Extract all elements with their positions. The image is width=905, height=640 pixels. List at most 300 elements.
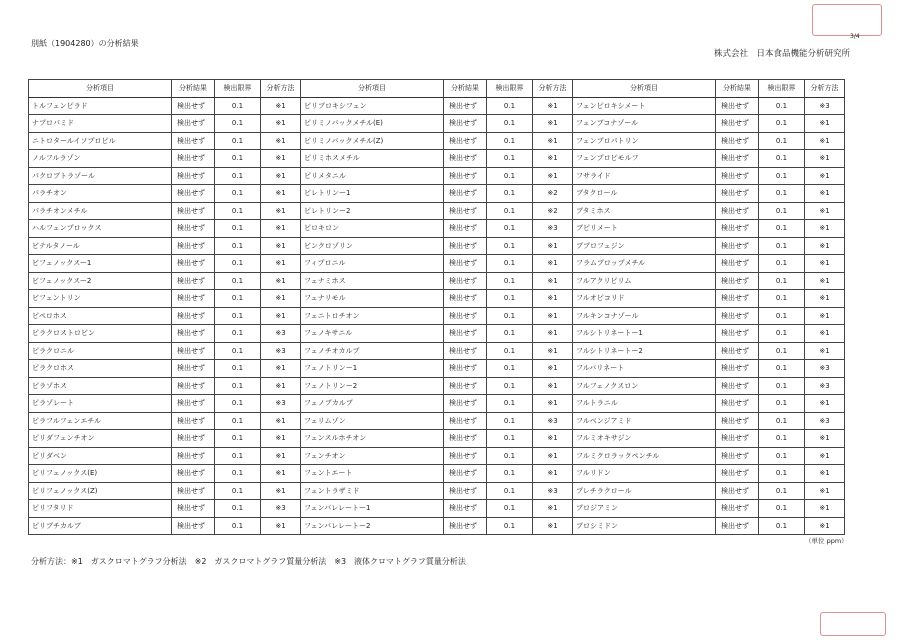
analyte-name: ビテルタノール bbox=[29, 237, 172, 255]
result-cell: 検出せず bbox=[172, 500, 215, 518]
method-cell: ※3 bbox=[805, 412, 845, 430]
analyte-name: ビンクロゾリン bbox=[301, 237, 444, 255]
method-cell: ※1 bbox=[805, 132, 845, 150]
detection-limit-cell: 0.1 bbox=[759, 272, 805, 290]
result-cell: 検出せず bbox=[716, 97, 759, 115]
result-cell: 検出せず bbox=[716, 150, 759, 168]
method-cell: ※1 bbox=[533, 325, 573, 343]
table-row bbox=[29, 150, 845, 168]
method-cell: ※1 bbox=[533, 500, 573, 518]
result-cell: 検出せず bbox=[716, 272, 759, 290]
page-number: 3/4 bbox=[850, 33, 860, 40]
detection-limit-cell: 0.1 bbox=[215, 115, 261, 133]
analyte-name: ブタミホス bbox=[573, 202, 716, 220]
table-row bbox=[29, 430, 845, 448]
method-cell: ※1 bbox=[805, 272, 845, 290]
table-row bbox=[29, 482, 845, 500]
detection-limit-cell: 0.1 bbox=[487, 482, 533, 500]
detection-limit-cell: 0.1 bbox=[215, 465, 261, 483]
analyte-name: フェノチオカルブ bbox=[301, 342, 444, 360]
method-cell: ※1 bbox=[533, 465, 573, 483]
table-row bbox=[29, 342, 845, 360]
method-cell: ※1 bbox=[805, 167, 845, 185]
method-cell: ※1 bbox=[533, 342, 573, 360]
method-cell: ※1 bbox=[261, 430, 301, 448]
method-cell: ※1 bbox=[261, 377, 301, 395]
result-cell: 検出せず bbox=[444, 465, 487, 483]
method-cell: ※1 bbox=[533, 360, 573, 378]
col-header-item: 分析項目 bbox=[573, 80, 716, 98]
detection-limit-cell: 0.1 bbox=[487, 500, 533, 518]
analyte-name: フルオピコリド bbox=[573, 290, 716, 308]
analyte-name: ピレトリンー1 bbox=[301, 185, 444, 203]
detection-limit-cell: 0.1 bbox=[759, 132, 805, 150]
analyte-name: ピリフタリド bbox=[29, 500, 172, 518]
analyte-name: フェンバレレートー2 bbox=[301, 517, 444, 535]
analyte-name: フィプロニル bbox=[301, 255, 444, 273]
company-seal-top bbox=[812, 4, 882, 36]
result-cell: 検出せず bbox=[444, 395, 487, 413]
col-header-limit: 検出限界 bbox=[215, 80, 261, 98]
method-cell: ※1 bbox=[533, 115, 573, 133]
method-cell: ※1 bbox=[533, 517, 573, 535]
table-row bbox=[29, 465, 845, 483]
result-cell: 検出せず bbox=[444, 220, 487, 238]
method-cell: ※3 bbox=[805, 360, 845, 378]
detection-limit-cell: 0.1 bbox=[759, 255, 805, 273]
result-cell: 検出せず bbox=[716, 447, 759, 465]
detection-limit-cell: 0.1 bbox=[759, 517, 805, 535]
method-cell: ※2 bbox=[533, 185, 573, 203]
detection-limit-cell: 0.1 bbox=[487, 97, 533, 115]
analyte-name: パラチオンメチル bbox=[29, 202, 172, 220]
table-body bbox=[29, 97, 845, 535]
analyte-name: フルバリネート bbox=[573, 360, 716, 378]
analyte-name: ピラゾレート bbox=[29, 395, 172, 413]
detection-limit-cell: 0.1 bbox=[759, 325, 805, 343]
method-cell: ※1 bbox=[805, 237, 845, 255]
result-cell: 検出せず bbox=[444, 500, 487, 518]
detection-limit-cell: 0.1 bbox=[215, 237, 261, 255]
method-cell: ※3 bbox=[533, 482, 573, 500]
method-cell: ※3 bbox=[261, 342, 301, 360]
method-cell: ※1 bbox=[805, 325, 845, 343]
analyte-name: ブピリメート bbox=[573, 220, 716, 238]
analyte-name: ピリミホスメチル bbox=[301, 150, 444, 168]
method-cell: ※1 bbox=[261, 185, 301, 203]
method-cell: ※1 bbox=[805, 202, 845, 220]
method-cell: ※1 bbox=[261, 237, 301, 255]
result-cell: 検出せず bbox=[444, 290, 487, 308]
detection-limit-cell: 0.1 bbox=[759, 185, 805, 203]
analyte-name: フェニトロチオン bbox=[301, 307, 444, 325]
detection-limit-cell: 0.1 bbox=[759, 97, 805, 115]
result-cell: 検出せず bbox=[716, 132, 759, 150]
result-cell: 検出せず bbox=[172, 342, 215, 360]
table-header-row bbox=[29, 80, 845, 98]
method-cell: ※1 bbox=[261, 220, 301, 238]
method-cell: ※1 bbox=[533, 290, 573, 308]
company-seal-bottom bbox=[820, 612, 886, 636]
result-cell: 検出せず bbox=[172, 447, 215, 465]
analyte-name: ピリミノバックメチル(Z) bbox=[301, 132, 444, 150]
result-cell: 検出せず bbox=[444, 132, 487, 150]
detection-limit-cell: 0.1 bbox=[215, 272, 261, 290]
analyte-name: トルフェンピラド bbox=[29, 97, 172, 115]
analyte-name: フェノブカルブ bbox=[301, 395, 444, 413]
analyte-name: ナプロパミド bbox=[29, 115, 172, 133]
detection-limit-cell: 0.1 bbox=[487, 185, 533, 203]
detection-limit-cell: 0.1 bbox=[215, 255, 261, 273]
method-cell: ※1 bbox=[805, 500, 845, 518]
analyte-name: ビフェントリン bbox=[29, 290, 172, 308]
table-row bbox=[29, 115, 845, 133]
col-header-limit: 検出限界 bbox=[487, 80, 533, 98]
analyte-name: フルベンジアミド bbox=[573, 412, 716, 430]
analyte-name: ハルフェンプロックス bbox=[29, 220, 172, 238]
col-header-method: 分析方法 bbox=[261, 80, 301, 98]
analyte-name: ピリダベン bbox=[29, 447, 172, 465]
detection-limit-cell: 0.1 bbox=[759, 307, 805, 325]
result-cell: 検出せず bbox=[716, 465, 759, 483]
analyte-name: パクロブトラゾール bbox=[29, 167, 172, 185]
result-cell: 検出せず bbox=[716, 220, 759, 238]
method-cell: ※1 bbox=[805, 482, 845, 500]
result-cell: 検出せず bbox=[172, 185, 215, 203]
result-cell: 検出せず bbox=[716, 342, 759, 360]
detection-limit-cell: 0.1 bbox=[215, 377, 261, 395]
method-cell: ※1 bbox=[261, 97, 301, 115]
result-cell: 検出せず bbox=[172, 517, 215, 535]
method-cell: ※1 bbox=[261, 482, 301, 500]
analyte-name: ピリメタニル bbox=[301, 167, 444, 185]
analyte-name: フェノトリンー2 bbox=[301, 377, 444, 395]
method-cell: ※1 bbox=[805, 307, 845, 325]
detection-limit-cell: 0.1 bbox=[759, 395, 805, 413]
detection-limit-cell: 0.1 bbox=[487, 255, 533, 273]
result-cell: 検出せず bbox=[444, 430, 487, 448]
detection-limit-cell: 0.1 bbox=[759, 360, 805, 378]
detection-limit-cell: 0.1 bbox=[215, 412, 261, 430]
detection-limit-cell: 0.1 bbox=[215, 167, 261, 185]
method-cell: ※1 bbox=[805, 220, 845, 238]
detection-limit-cell: 0.1 bbox=[487, 412, 533, 430]
result-cell: 検出せず bbox=[444, 482, 487, 500]
table-row bbox=[29, 255, 845, 273]
analyte-name: フェンプロパトリン bbox=[573, 132, 716, 150]
result-cell: 検出せず bbox=[172, 150, 215, 168]
detection-limit-cell: 0.1 bbox=[759, 220, 805, 238]
detection-limit-cell: 0.1 bbox=[487, 202, 533, 220]
analyte-name: ピペロホス bbox=[29, 307, 172, 325]
result-cell: 検出せず bbox=[172, 132, 215, 150]
detection-limit-cell: 0.1 bbox=[215, 202, 261, 220]
detection-limit-cell: 0.1 bbox=[215, 395, 261, 413]
col-header-item: 分析項目 bbox=[301, 80, 444, 98]
result-cell: 検出せず bbox=[444, 150, 487, 168]
analyte-name: フェノトリンー1 bbox=[301, 360, 444, 378]
method-cell: ※3 bbox=[533, 412, 573, 430]
detection-limit-cell: 0.1 bbox=[487, 360, 533, 378]
method-cell: ※1 bbox=[805, 395, 845, 413]
method-cell: ※3 bbox=[261, 325, 301, 343]
method-cell: ※1 bbox=[805, 115, 845, 133]
detection-limit-cell: 0.1 bbox=[215, 342, 261, 360]
detection-limit-cell: 0.1 bbox=[759, 167, 805, 185]
analyte-name: ピリフェノックス(E) bbox=[29, 465, 172, 483]
analyte-name: ノルフルラゾン bbox=[29, 150, 172, 168]
detection-limit-cell: 0.1 bbox=[759, 237, 805, 255]
detection-limit-cell: 0.1 bbox=[215, 360, 261, 378]
method-cell: ※1 bbox=[261, 360, 301, 378]
method-cell: ※3 bbox=[805, 97, 845, 115]
analyte-name: ピラフルフェンエチル bbox=[29, 412, 172, 430]
result-cell: 検出せず bbox=[444, 412, 487, 430]
method-cell: ※1 bbox=[261, 465, 301, 483]
detection-limit-cell: 0.1 bbox=[487, 307, 533, 325]
method-cell: ※1 bbox=[533, 307, 573, 325]
analyte-name: ピラクロストロビン bbox=[29, 325, 172, 343]
method-cell: ※1 bbox=[533, 430, 573, 448]
detection-limit-cell: 0.1 bbox=[215, 482, 261, 500]
table-row bbox=[29, 500, 845, 518]
method-cell: ※1 bbox=[805, 255, 845, 273]
table-row bbox=[29, 447, 845, 465]
detection-limit-cell: 0.1 bbox=[487, 272, 533, 290]
analyte-name: ブタクロール bbox=[573, 185, 716, 203]
company-name: 株式会社 日本食品機能分析研究所 bbox=[713, 49, 850, 59]
method-cell: ※1 bbox=[805, 342, 845, 360]
detection-limit-cell: 0.1 bbox=[487, 150, 533, 168]
analyte-name: フサライド bbox=[573, 167, 716, 185]
analyte-name: ピリダフェンチオン bbox=[29, 430, 172, 448]
result-cell: 検出せず bbox=[444, 307, 487, 325]
table-row bbox=[29, 237, 845, 255]
analyte-name: ピラゾホス bbox=[29, 377, 172, 395]
analyte-name: ピロキロン bbox=[301, 220, 444, 238]
analyte-name: フルシトリネートー2 bbox=[573, 342, 716, 360]
result-cell: 検出せず bbox=[444, 325, 487, 343]
result-cell: 検出せず bbox=[716, 325, 759, 343]
analyte-name: フェンスルホチオン bbox=[301, 430, 444, 448]
detection-limit-cell: 0.1 bbox=[487, 430, 533, 448]
method-cell: ※1 bbox=[805, 430, 845, 448]
col-header-item: 分析項目 bbox=[29, 80, 172, 98]
result-cell: 検出せず bbox=[172, 272, 215, 290]
table-row bbox=[29, 412, 845, 430]
method-cell: ※1 bbox=[805, 150, 845, 168]
result-cell: 検出せず bbox=[716, 377, 759, 395]
result-cell: 検出せず bbox=[444, 517, 487, 535]
result-cell: 検出せず bbox=[716, 307, 759, 325]
analyte-name: フェナリモル bbox=[301, 290, 444, 308]
detection-limit-cell: 0.1 bbox=[215, 500, 261, 518]
result-cell: 検出せず bbox=[172, 290, 215, 308]
detection-limit-cell: 0.1 bbox=[215, 430, 261, 448]
method-cell: ※1 bbox=[533, 447, 573, 465]
analyte-name: フルフェノクスロン bbox=[573, 377, 716, 395]
table-row bbox=[29, 272, 845, 290]
detection-limit-cell: 0.1 bbox=[487, 342, 533, 360]
detection-limit-cell: 0.1 bbox=[215, 220, 261, 238]
analyte-name: フェンチオン bbox=[301, 447, 444, 465]
method-cell: ※1 bbox=[261, 150, 301, 168]
result-cell: 検出せず bbox=[172, 465, 215, 483]
analyte-name: ピリフェノックス(Z) bbox=[29, 482, 172, 500]
result-cell: 検出せず bbox=[716, 360, 759, 378]
method-cell: ※3 bbox=[805, 377, 845, 395]
analyte-name: フェントラザミド bbox=[301, 482, 444, 500]
table-row bbox=[29, 220, 845, 238]
result-cell: 検出せず bbox=[172, 97, 215, 115]
result-cell: 検出せず bbox=[444, 272, 487, 290]
detection-limit-cell: 0.1 bbox=[215, 325, 261, 343]
result-cell: 検出せず bbox=[716, 517, 759, 535]
detection-limit-cell: 0.1 bbox=[759, 115, 805, 133]
method-cell: ※1 bbox=[533, 150, 573, 168]
table-row bbox=[29, 377, 845, 395]
method-cell: ※1 bbox=[261, 290, 301, 308]
table-row bbox=[29, 517, 845, 535]
result-cell: 検出せず bbox=[716, 500, 759, 518]
analyte-name: フルアクリピリム bbox=[573, 272, 716, 290]
detection-limit-cell: 0.1 bbox=[487, 237, 533, 255]
document-title: 別紙（1904280）の分析結果 bbox=[31, 39, 139, 48]
method-cell: ※1 bbox=[533, 395, 573, 413]
result-cell: 検出せず bbox=[172, 482, 215, 500]
table-row bbox=[29, 185, 845, 203]
results-table-wrapper bbox=[28, 79, 844, 535]
analyte-name: フルミクロラックペンチル bbox=[573, 447, 716, 465]
detection-limit-cell: 0.1 bbox=[759, 202, 805, 220]
analyte-name: ピレトリンー2 bbox=[301, 202, 444, 220]
method-cell: ※1 bbox=[805, 517, 845, 535]
detection-limit-cell: 0.1 bbox=[759, 342, 805, 360]
analyte-name: プロシミドン bbox=[573, 517, 716, 535]
unit-label: （単位 ppm） bbox=[805, 537, 848, 545]
result-cell: 検出せず bbox=[716, 255, 759, 273]
detection-limit-cell: 0.1 bbox=[215, 132, 261, 150]
result-cell: 検出せず bbox=[172, 115, 215, 133]
analyte-name: ピリブチカルブ bbox=[29, 517, 172, 535]
detection-limit-cell: 0.1 bbox=[759, 430, 805, 448]
analyte-name: フェノキサニル bbox=[301, 325, 444, 343]
analyte-name: フルリドン bbox=[573, 465, 716, 483]
analyte-name: フェンブコナゾール bbox=[573, 115, 716, 133]
method-legend: 分析方法：※1 ガスクロマトグラフ分析法 ※2 ガスクロマトグラフ質量分析法 ※3 液体クロマトグラフ質量分析法 bbox=[31, 557, 466, 566]
result-cell: 検出せず bbox=[716, 290, 759, 308]
method-cell: ※3 bbox=[533, 220, 573, 238]
detection-limit-cell: 0.1 bbox=[759, 482, 805, 500]
result-cell: 検出せず bbox=[172, 377, 215, 395]
method-cell: ※1 bbox=[805, 185, 845, 203]
table-row bbox=[29, 307, 845, 325]
detection-limit-cell: 0.1 bbox=[487, 377, 533, 395]
detection-limit-cell: 0.1 bbox=[759, 412, 805, 430]
detection-limit-cell: 0.1 bbox=[487, 167, 533, 185]
table-row bbox=[29, 167, 845, 185]
table-row bbox=[29, 360, 845, 378]
result-cell: 検出せず bbox=[172, 220, 215, 238]
detection-limit-cell: 0.1 bbox=[487, 325, 533, 343]
col-header-result: 分析結果 bbox=[444, 80, 487, 98]
result-cell: 検出せず bbox=[172, 237, 215, 255]
method-cell: ※1 bbox=[261, 517, 301, 535]
detection-limit-cell: 0.1 bbox=[759, 150, 805, 168]
analyte-name: プロジアミン bbox=[573, 500, 716, 518]
col-header-method: 分析方法 bbox=[533, 80, 573, 98]
analyte-name: ニトロタールイソプロピル bbox=[29, 132, 172, 150]
result-cell: 検出せず bbox=[172, 255, 215, 273]
analyte-name: フルシトリネートー1 bbox=[573, 325, 716, 343]
detection-limit-cell: 0.1 bbox=[215, 517, 261, 535]
analyte-name: フルキンコナゾール bbox=[573, 307, 716, 325]
result-cell: 検出せず bbox=[716, 185, 759, 203]
method-cell: ※1 bbox=[533, 255, 573, 273]
method-cell: ※1 bbox=[533, 377, 573, 395]
result-cell: 検出せず bbox=[716, 115, 759, 133]
analyte-name: ピリミノバックメチル(E) bbox=[301, 115, 444, 133]
result-cell: 検出せず bbox=[716, 412, 759, 430]
result-cell: 検出せず bbox=[716, 482, 759, 500]
method-cell: ※1 bbox=[261, 272, 301, 290]
method-cell: ※1 bbox=[261, 167, 301, 185]
detection-limit-cell: 0.1 bbox=[487, 395, 533, 413]
detection-limit-cell: 0.1 bbox=[215, 185, 261, 203]
result-cell: 検出せず bbox=[172, 307, 215, 325]
detection-limit-cell: 0.1 bbox=[215, 307, 261, 325]
analyte-name: フェンプロピモルフ bbox=[573, 150, 716, 168]
result-cell: 検出せず bbox=[444, 342, 487, 360]
method-cell: ※1 bbox=[533, 272, 573, 290]
detection-limit-cell: 0.1 bbox=[759, 290, 805, 308]
method-cell: ※1 bbox=[805, 447, 845, 465]
table-row bbox=[29, 132, 845, 150]
method-cell: ※1 bbox=[261, 115, 301, 133]
analyte-name: ピラクロホス bbox=[29, 360, 172, 378]
analyte-name: フラムプロップメチル bbox=[573, 255, 716, 273]
detection-limit-cell: 0.1 bbox=[487, 290, 533, 308]
method-cell: ※1 bbox=[805, 290, 845, 308]
detection-limit-cell: 0.1 bbox=[487, 465, 533, 483]
detection-limit-cell: 0.1 bbox=[759, 465, 805, 483]
result-cell: 検出せず bbox=[172, 202, 215, 220]
result-cell: 検出せず bbox=[444, 167, 487, 185]
analyte-name: フェンピロキシメート bbox=[573, 97, 716, 115]
result-cell: 検出せず bbox=[172, 325, 215, 343]
detection-limit-cell: 0.1 bbox=[215, 150, 261, 168]
result-cell: 検出せず bbox=[444, 447, 487, 465]
table-row bbox=[29, 395, 845, 413]
method-cell: ※3 bbox=[261, 500, 301, 518]
analyte-name: パラチオン bbox=[29, 185, 172, 203]
result-cell: 検出せず bbox=[444, 237, 487, 255]
analyte-name: ピラクロニル bbox=[29, 342, 172, 360]
analyte-name: フェナミホス bbox=[301, 272, 444, 290]
result-cell: 検出せず bbox=[444, 115, 487, 133]
detection-limit-cell: 0.1 bbox=[215, 97, 261, 115]
col-header-result: 分析結果 bbox=[716, 80, 759, 98]
analyte-name: フェントエート bbox=[301, 465, 444, 483]
method-cell: ※1 bbox=[261, 412, 301, 430]
analyte-name: ビフェノックスー2 bbox=[29, 272, 172, 290]
method-cell: ※1 bbox=[805, 465, 845, 483]
analyte-name: フェンバレレートー1 bbox=[301, 500, 444, 518]
method-cell: ※1 bbox=[261, 307, 301, 325]
result-cell: 検出せず bbox=[716, 395, 759, 413]
detection-limit-cell: 0.1 bbox=[487, 517, 533, 535]
detection-limit-cell: 0.1 bbox=[215, 290, 261, 308]
